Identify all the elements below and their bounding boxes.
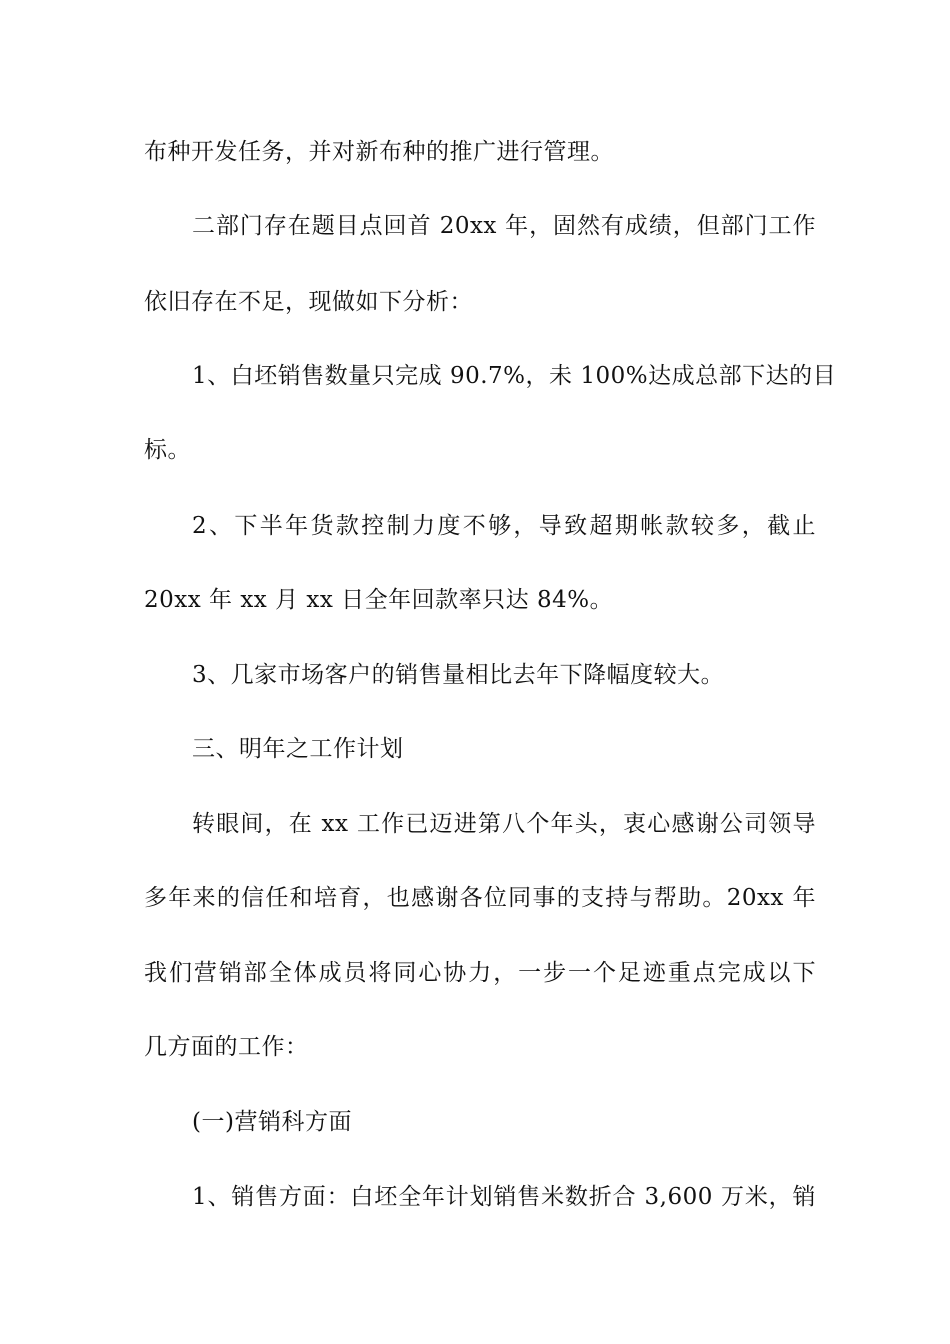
text-line: 布种开发任务，并对新布种的推广进行管理。	[144, 139, 614, 165]
text-line: 多年来的信任和培育，也感谢各位同事的支持与帮助。20xx 年	[144, 885, 816, 911]
paragraph-line: 2、下半年货款控制力度不够，导致超期帐款较多，截止	[192, 513, 816, 539]
paragraph-line: 二部门存在题目点回首 20xx 年，固然有成绩，但部门工作	[192, 213, 816, 239]
text-line: 我们营销部全体成员将同心协力，一步一个足迹重点完成以下	[144, 960, 816, 986]
paragraph-line: 1、白坯销售数量只完成 90.7%，未 100%达成总部下达的目	[192, 363, 837, 389]
text-line: 20xx 年 xx 月 xx 日全年回款率只达 84%。	[144, 587, 614, 613]
paragraph-line: 3、几家市场客户的销售量相比去年下降幅度较大。	[192, 662, 725, 688]
subsection-heading: (一)营销科方面	[192, 1109, 352, 1135]
section-heading: 三、明年之工作计划	[192, 736, 404, 762]
text-line: 标。	[144, 437, 191, 463]
paragraph-line: 转眼间，在 xx 工作已迈进第八个年头，衷心感谢公司领导	[192, 811, 816, 837]
paragraph-line: 1、销售方面：白坯全年计划销售米数折合 3,600 万米，销	[192, 1184, 816, 1210]
text-line: 几方面的工作：	[144, 1034, 309, 1060]
text-line: 依旧存在不足，现做如下分析：	[144, 289, 473, 315]
